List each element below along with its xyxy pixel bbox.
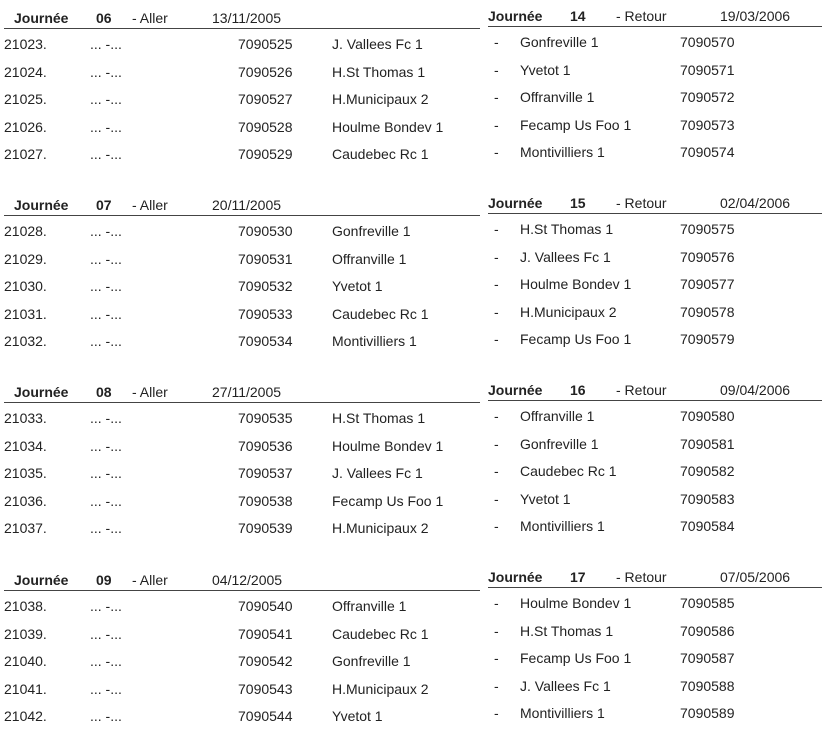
dash-separator: - — [494, 276, 499, 293]
round-number: 09 — [96, 572, 112, 588]
match-code: 7090574 — [680, 144, 735, 161]
round-header — [4, 6, 480, 29]
left-round-block — [4, 380, 480, 541]
team-name: Yvetot 1 — [520, 61, 571, 78]
match-code: 7090582 — [680, 463, 735, 480]
match-row — [488, 110, 822, 138]
match-code: 7090584 — [680, 518, 735, 535]
match-number: 21023. — [4, 36, 47, 52]
score-placeholder: ... -... — [90, 250, 122, 267]
match-row — [4, 216, 480, 244]
team-name: Montivilliers 1 — [520, 705, 605, 722]
match-row — [488, 698, 822, 726]
match-row — [4, 29, 480, 57]
match-row — [4, 326, 480, 354]
match-code: 7090589 — [680, 705, 735, 722]
match-code: 7090529 — [238, 146, 293, 163]
team-name: Fecamp Us Foo 1 — [520, 331, 632, 348]
match-code: 7090581 — [680, 435, 735, 452]
team-name: Offranville 1 — [332, 250, 407, 267]
team-name: Offranville 1 — [520, 89, 595, 106]
match-number: 21027. — [4, 146, 47, 163]
match-code: 7090576 — [680, 248, 735, 265]
dash-separator: - — [494, 144, 499, 161]
match-code: 7090540 — [238, 598, 293, 614]
match-code: 7090541 — [238, 625, 293, 642]
match-row — [4, 271, 480, 299]
round-date: 27/11/2005 — [212, 384, 282, 400]
match-row — [4, 244, 480, 272]
team-name: H.Municipaux 2 — [332, 520, 429, 537]
round-phase: - Retour — [616, 195, 667, 211]
match-code: 7090572 — [680, 89, 735, 106]
score-placeholder: ... -... — [90, 118, 122, 135]
right-round-block — [488, 191, 822, 352]
journee-label: Journée — [488, 8, 543, 24]
match-code: 7090570 — [680, 34, 735, 50]
dash-separator: - — [494, 463, 499, 480]
match-number: 21025. — [4, 91, 47, 108]
match-number: 21037. — [4, 520, 47, 537]
right-round-block — [488, 565, 822, 726]
team-name: Montivilliers 1 — [332, 333, 417, 350]
dash-separator: - — [494, 490, 499, 507]
team-name: J. Vallees Fc 1 — [332, 465, 423, 482]
match-row — [488, 429, 822, 457]
match-code: 7090535 — [238, 410, 293, 426]
team-name: H.St Thomas 1 — [332, 63, 426, 80]
team-name: Houlme Bondev 1 — [332, 437, 444, 454]
match-row — [4, 619, 480, 647]
journee-label: Journée — [14, 384, 69, 400]
team-name: J. Vallees Fc 1 — [332, 36, 423, 52]
match-row — [488, 616, 822, 644]
team-name: H.St Thomas 1 — [520, 221, 614, 237]
match-row — [4, 112, 480, 140]
match-row — [4, 403, 480, 431]
score-placeholder: ... -... — [90, 305, 122, 322]
right-round-block — [488, 4, 822, 165]
match-code: 7090533 — [238, 305, 293, 322]
team-name: Fecamp Us Foo 1 — [332, 492, 444, 509]
score-placeholder: ... -... — [90, 278, 122, 295]
score-placeholder: ... -... — [90, 708, 122, 725]
match-row — [4, 646, 480, 674]
match-row — [4, 591, 480, 619]
round-date: 09/04/2006 — [720, 382, 791, 398]
match-number: 21035. — [4, 465, 47, 482]
match-code: 7090579 — [680, 331, 735, 348]
round-number: 08 — [96, 384, 112, 400]
dash-separator: - — [494, 622, 499, 639]
round-number: 14 — [570, 8, 586, 24]
match-row — [4, 84, 480, 112]
round-number: 07 — [96, 197, 112, 213]
round-number: 06 — [96, 10, 112, 26]
team-name: Gonfreville 1 — [520, 435, 599, 452]
match-row — [4, 458, 480, 486]
round-header — [488, 4, 822, 27]
round-date: 13/11/2005 — [212, 10, 282, 26]
match-number: 21033. — [4, 410, 47, 426]
match-code: 7090526 — [238, 63, 293, 80]
match-code: 7090573 — [680, 116, 735, 133]
team-name: Caudebec Rc 1 — [332, 146, 429, 163]
round-date: 02/04/2006 — [720, 195, 791, 211]
match-row — [488, 511, 822, 539]
team-name: H.Municipaux 2 — [332, 91, 429, 108]
match-code: 7090538 — [238, 492, 293, 509]
left-round-block — [4, 6, 480, 167]
team-name: J. Vallees Fc 1 — [520, 677, 611, 694]
team-name: Offranville 1 — [332, 598, 407, 614]
match-row — [488, 297, 822, 325]
round-date: 19/03/2006 — [720, 8, 791, 24]
match-code: 7090542 — [238, 653, 293, 670]
dash-separator: - — [494, 34, 499, 50]
journee-label: Journée — [488, 382, 543, 398]
score-placeholder: ... -... — [90, 653, 122, 670]
left-round-block — [4, 193, 480, 354]
score-placeholder: ... -... — [90, 410, 122, 426]
match-code: 7090530 — [238, 223, 293, 239]
match-row — [4, 701, 480, 729]
match-code: 7090543 — [238, 680, 293, 697]
match-number: 21036. — [4, 492, 47, 509]
round-header — [488, 191, 822, 214]
dash-separator: - — [494, 61, 499, 78]
score-placeholder: ... -... — [90, 146, 122, 163]
team-name: Fecamp Us Foo 1 — [520, 116, 632, 133]
match-code: 7090580 — [680, 408, 735, 424]
score-placeholder: ... -... — [90, 465, 122, 482]
round-date: 07/05/2006 — [720, 569, 791, 585]
score-placeholder: ... -... — [90, 63, 122, 80]
team-name: Yvetot 1 — [332, 708, 383, 725]
match-row — [488, 27, 822, 55]
match-number: 21032. — [4, 333, 47, 350]
match-row — [4, 431, 480, 459]
dash-separator: - — [494, 435, 499, 452]
score-placeholder: ... -... — [90, 91, 122, 108]
match-code: 7090536 — [238, 437, 293, 454]
match-number: 21042. — [4, 708, 47, 725]
dash-separator: - — [494, 705, 499, 722]
team-name: Yvetot 1 — [332, 278, 383, 295]
round-date: 20/11/2005 — [212, 197, 282, 213]
team-name: Gonfreville 1 — [520, 34, 599, 50]
match-number: 21030. — [4, 278, 47, 295]
match-row — [4, 513, 480, 541]
match-code: 7090578 — [680, 303, 735, 320]
round-phase: - Aller — [132, 10, 168, 26]
round-number: 16 — [570, 382, 586, 398]
match-number: 21026. — [4, 118, 47, 135]
left-round-block — [4, 568, 480, 729]
team-name: Montivilliers 1 — [520, 518, 605, 535]
score-placeholder: ... -... — [90, 437, 122, 454]
match-code: 7090534 — [238, 333, 293, 350]
team-name: H.St Thomas 1 — [332, 410, 426, 426]
score-placeholder: ... -... — [90, 333, 122, 350]
dash-separator: - — [494, 248, 499, 265]
dash-separator: - — [494, 116, 499, 133]
score-placeholder: ... -... — [90, 36, 122, 52]
dash-separator: - — [494, 518, 499, 535]
team-name: Caudebec Rc 1 — [520, 463, 617, 480]
score-placeholder: ... -... — [90, 598, 122, 614]
dash-separator: - — [494, 303, 499, 320]
team-name: H.Municipaux 2 — [520, 303, 617, 320]
score-placeholder: ... -... — [90, 625, 122, 642]
match-number: 21039. — [4, 625, 47, 642]
match-number: 21034. — [4, 437, 47, 454]
match-row — [488, 137, 822, 165]
team-name: Gonfreville 1 — [332, 223, 411, 239]
match-code: 7090528 — [238, 118, 293, 135]
team-name: Houlme Bondev 1 — [520, 595, 632, 611]
dash-separator: - — [494, 650, 499, 667]
match-row — [488, 214, 822, 242]
dash-separator: - — [494, 595, 499, 611]
round-number: 15 — [570, 195, 586, 211]
dash-separator: - — [494, 408, 499, 424]
match-row — [4, 139, 480, 167]
match-row — [488, 401, 822, 429]
team-name: Caudebec Rc 1 — [332, 625, 429, 642]
match-row — [488, 643, 822, 671]
match-code: 7090588 — [680, 677, 735, 694]
score-placeholder: ... -... — [90, 223, 122, 239]
match-number: 21028. — [4, 223, 47, 239]
match-code: 7090587 — [680, 650, 735, 667]
match-row — [488, 82, 822, 110]
round-phase: - Aller — [132, 572, 168, 588]
team-name: Montivilliers 1 — [520, 144, 605, 161]
match-row — [488, 242, 822, 270]
journee-label: Journée — [488, 569, 543, 585]
team-name: H.Municipaux 2 — [332, 680, 429, 697]
match-code: 7090586 — [680, 622, 735, 639]
round-date: 04/12/2005 — [212, 572, 283, 588]
dash-separator: - — [494, 221, 499, 237]
round-header — [488, 565, 822, 588]
match-number: 21041. — [4, 680, 47, 697]
match-number: 21031. — [4, 305, 47, 322]
round-number: 17 — [570, 569, 586, 585]
round-phase: - Retour — [616, 569, 667, 585]
match-number: 21040. — [4, 653, 47, 670]
match-code: 7090525 — [238, 36, 293, 52]
dash-separator: - — [494, 331, 499, 348]
team-name: Houlme Bondev 1 — [332, 118, 444, 135]
match-number: 21024. — [4, 63, 47, 80]
team-name: Fecamp Us Foo 1 — [520, 650, 632, 667]
match-row — [4, 674, 480, 702]
match-code: 7090537 — [238, 465, 293, 482]
match-row — [488, 55, 822, 83]
team-name: Offranville 1 — [520, 408, 595, 424]
journee-label: Journée — [488, 195, 543, 211]
match-code: 7090527 — [238, 91, 293, 108]
match-code: 7090544 — [238, 708, 293, 725]
round-phase: - Retour — [616, 8, 667, 24]
round-phase: - Retour — [616, 382, 667, 398]
team-name: Gonfreville 1 — [332, 653, 411, 670]
match-row — [4, 486, 480, 514]
match-row — [4, 57, 480, 85]
dash-separator: - — [494, 89, 499, 106]
match-code: 7090575 — [680, 221, 735, 237]
match-row — [488, 269, 822, 297]
team-name: Caudebec Rc 1 — [332, 305, 429, 322]
match-number: 21029. — [4, 250, 47, 267]
round-header — [4, 568, 480, 591]
team-name: Houlme Bondev 1 — [520, 276, 632, 293]
match-row — [4, 299, 480, 327]
dash-separator: - — [494, 677, 499, 694]
journee-label: Journée — [14, 572, 69, 588]
right-round-block — [488, 378, 822, 539]
match-row — [488, 324, 822, 352]
score-placeholder: ... -... — [90, 680, 122, 697]
match-code: 7090571 — [680, 61, 735, 78]
match-code: 7090531 — [238, 250, 293, 267]
round-header — [4, 380, 480, 403]
match-number: 21038. — [4, 598, 47, 614]
team-name: J. Vallees Fc 1 — [520, 248, 611, 265]
match-row — [488, 484, 822, 512]
team-name: Yvetot 1 — [520, 490, 571, 507]
match-code: 7090539 — [238, 520, 293, 537]
score-placeholder: ... -... — [90, 492, 122, 509]
journee-label: Journée — [14, 10, 69, 26]
round-header — [4, 193, 480, 216]
match-code: 7090585 — [680, 595, 735, 611]
match-code: 7090577 — [680, 276, 735, 293]
match-row — [488, 588, 822, 616]
round-phase: - Aller — [132, 197, 168, 213]
match-row — [488, 671, 822, 699]
match-code: 7090583 — [680, 490, 735, 507]
round-phase: - Aller — [132, 384, 168, 400]
match-code: 7090532 — [238, 278, 293, 295]
match-row — [488, 456, 822, 484]
team-name: H.St Thomas 1 — [520, 622, 614, 639]
score-placeholder: ... -... — [90, 520, 122, 537]
round-header — [488, 378, 822, 401]
journee-label: Journée — [14, 197, 69, 213]
